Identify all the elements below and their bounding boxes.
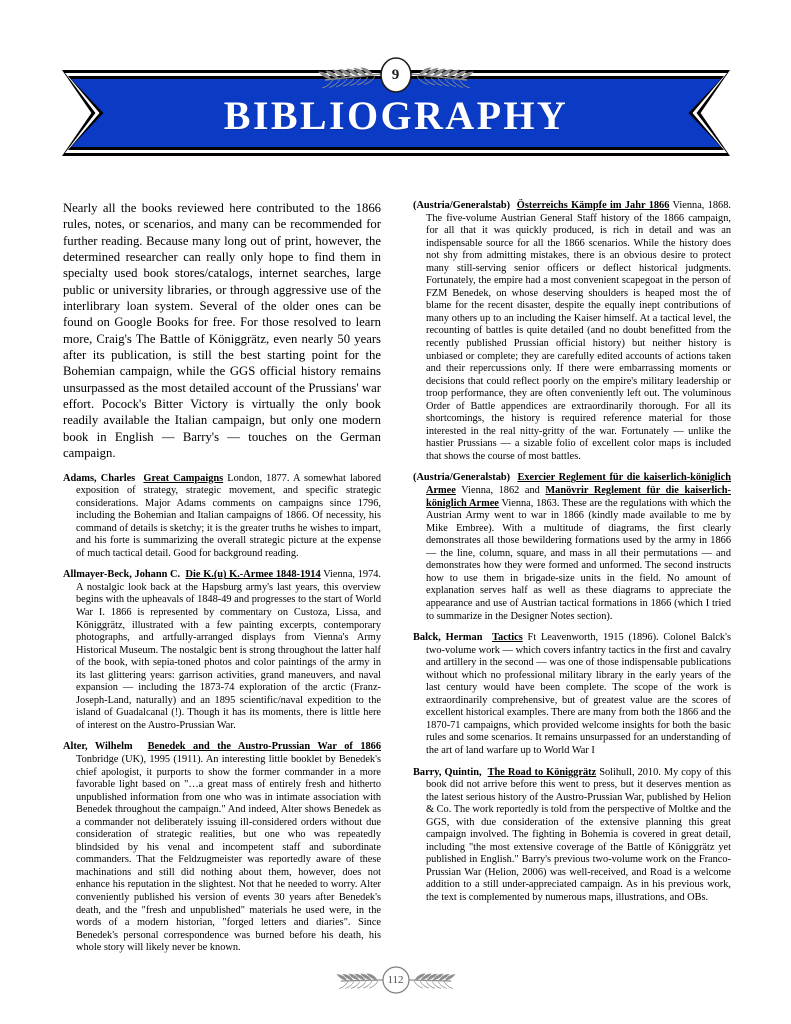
entry-author: (Austria/Generalstab) <box>413 200 511 211</box>
bibliography-entry <box>413 767 731 905</box>
intro-paragraph: Nearly all the books reviewed here contributed to the 1866 rules, notes, or scenarios, and many can be recommended for further reading. Because many long out of print, however, the determined researcher can really only hope to find them in specialty used book stores/catalogs, internet searches, large public or university libraries, or through aggressive use of the interlibrary loan system. Several of the older ones can be found on Google Books for free. For those resolved to learn more, Craig's The Battle of Königgrätz, even nearly 50 years after its publication, is still the best starting point for the Bohemian campaign, while the GGS official history remains unsurpassed as the most detailed account of the Prussians' war effort. Pocock's Bitter Victory is virtually the only book readily available the Italian campaign, but only one modern book in English — Barry's — touches on the German campaign. <box>63 201 381 461</box>
entry-title: The Road to Königgrätz <box>487 766 597 778</box>
entry-author: Adams, Charles <box>63 472 136 484</box>
entry-title-secondary: Manövrir Reglement für die kaiserlich-königlich Armee <box>426 485 731 509</box>
bibliography-entry <box>63 741 381 954</box>
bibliography-entry <box>413 472 731 623</box>
chapter-banner <box>0 54 791 164</box>
entry-body: Vienna, 1863. These are the regulations with which the Austrian Army went to war in 1866 (kindly made available to me by Mike Embree). With a multitude of diagrams, the first clearly demonstrates all those bewildering formations used by the army in 1866 — the line, column, square, and mass in all their permutations — and demonstrates how they were formed and unformed. The second instructs how to use them in brigade-size units in the field. No amount of explanation serves half as well as these diagrams to appreciate the appearance and use of Austrian tactical formations in 1866 (which I tried to summarize in the Designer Notes section). <box>426 497 731 622</box>
entry-author: Barry, Quintin, <box>413 766 482 778</box>
chapter-medallion <box>311 54 481 94</box>
column-right <box>413 200 731 914</box>
entry-title: Exercier Reglement für die kaiserlich-königlich Armee <box>426 472 731 497</box>
page-number: 112 <box>387 974 404 986</box>
entry-author: Alter, Wilhelm <box>63 741 133 753</box>
entry-author: Balck, Herman <box>413 632 483 644</box>
bibliography-entry <box>413 200 731 463</box>
entry-title: Great Campaigns <box>143 472 224 484</box>
bibliography-entry <box>63 569 381 732</box>
chapter-title: BIBLIOGRAPHY <box>223 92 569 138</box>
entry-body: Vienna, 1974. A nostalgic look back at the Hapsburg army's last years, this overview begins with the upheavals of 1848-49 and progresses to the start of World War I. 1866 is represented by commentary on Custoza, Lissa, and Königgrätz, illustrated with a few painting excerpts, contemporary photographs, and artfully-arranged displays from Vienna's Army Historical Museum. The nostalgic bent is strong throughout the latter half of the book, with sepia-toned photos and color paintings of the army in its last glittering years: garrison activities, grand maneuvers, and naval expansion — including the 1873-74 exploration of the arctic (Franz-Joseph-Land, naturally) and an 1895 scientific/naval expedition to the island of Guadalcanal (!). Though it has its moments, there is little here of interest on the Austro-Prussian War. <box>76 569 382 731</box>
entry-title: Österreichs Kämpfe im Jahr 1866 <box>516 200 670 211</box>
entry-body: Vienna, 1868. The five-volume Austrian General Staff history of the 1866 campaign, for all that it was quickly produced, is rich in detail and was an indispensable source for all the 1866 scenarios. While the history does not shy from admitting mistakes, there is an obvious desire to protect many still-serving senior officers or deflect historical judgments. Fortunately, the empire had a most convenient scapegoat in the person of FZM Benedek, on whose deserving shoulders is heaped most the of blame for the recent disaster, despite the equally inept contributions of many others up to an including the Kaiser himself. At a tactical level, the recounting of battles is quite detailed (and no doubt benefitted from the recently published Prussian official history) but neither history is unbiased or complete; they are carefully edited accounts of actions taken and their repercussions only. If there were embarrassing moments or decisions that could reflect poorly on the empire's military leadership or troop performance, they are often conveniently left out. The voluminous Order of Battle appendices are extraordinarily thorough. For all its shortcomings, the history is required reference material for those interested in the real nitty-gritty of the war. Fortunately — unlike the hastier Prussians — a sizable folio of excellent color maps is included that shows the course of most battles. <box>426 200 731 462</box>
column-left <box>63 200 381 964</box>
entry-author: Allmayer-Beck, Johann C. <box>63 569 181 581</box>
intro-em-bitter: Bitter Victory <box>153 397 229 412</box>
entry-body: London, 1877. A somewhat labored exposition of strategy, strategic movement, and specific strategic considerations. Major Adams comments on campaigns since 1796, including the Bohemian and Italian campaigns of 1866. Of necessity, his command of details is sketchy; it is the greater truths he wishes to impart, and his forte is summarizing the overall strategic picture at the expense of much tactical detail. Good for background reading. <box>76 472 382 559</box>
page-footer <box>0 960 791 1000</box>
bibliography-entry <box>63 473 381 561</box>
entry-title: Die K.(u) K.-Armee 1848-1914 <box>185 569 321 581</box>
entry-body: Ft Leavenworth, 1915 (1896). Colonel Balck's two-volume work — which covers infantry tactics in the first and cavalry and artillery in the second — was one of those indispensable publications without which no professional military library in the early years of the last century would have been complete. The scope of the work is extraordinarily comprehensive, but of greatest value are the scores of excellent historical examples. There are many from both the 1866 and the 1870-71 campaigns, which provided welcome insights for both the basic rules and some scenarios. It remains unsurpassed for an understanding of the art of land warfare up to World War I <box>426 632 731 756</box>
entry-title: Benedek and the Austro-Prussian War of 1866 <box>147 741 382 753</box>
entry-body: Tonbridge (UK), 1995 (1911). An interesting little booklet by Benedek's chief apologist, it purports to show the former commander in a more favorable light based on "…a great mass of entirely fresh and hitherto unpublished information from one who was in intimate association with Benedek throughout the campaign." And indeed, Alter shows Benedek as a commander not deliberately issuing ill-considered orders without due consideration of strategic realities, but one who was repeatedly blindsided by his venal and incompetent staff and subordinate commanders. That the Feldzugmeister was reportedly aware of these machinations and still did nothing about them, however, does not enhance his reputation in the slightest. Not that he needed to worry. Alter conveniently published his version of events 30 years after Benedek's death, and the "fresh and unpublished" materials he used were, in the words of a modern historian, "forged letters and diaries". Since Benedek's personal correspondence was burned before his death, his whole story will likely never be known. <box>76 753 381 954</box>
intro-em-1866: 1866 <box>355 201 381 215</box>
bibliography-entry <box>413 632 731 757</box>
footer-ornament <box>331 962 461 998</box>
intro-em-battle: The Battle of Königgrätz <box>135 331 266 346</box>
entry-title: Tactics <box>492 632 523 644</box>
body-text-area <box>63 200 732 954</box>
entry-author: (Austria/Generalstab) <box>413 472 511 484</box>
entry-mid: Vienna, 1862 and <box>461 485 540 497</box>
entry-body: Solihull, 2010. My copy of this book did not arrive before this went to press, but it deserves mention as the latest serious history of the Austro-Prussian War, published by Helion & Co. The work reportedly is told from the perspective of Moltke and the GGS, with due consideration of the extensive planning this great campaign involved. The fighting in Bohemia is covered in great detail, including "the most extensive coverage of the Battle of Königgrätz yet published in English." Barry's previous two-volume work on the Franco-Prussian War (Helion, 2006) was well-received, and Road is a welcome addition to a still under-appreciated campaign. As in his previous work, the text is complemented by numerous maps, illustrations, and OBs. <box>426 766 732 903</box>
chapter-number: 9 <box>391 66 400 83</box>
